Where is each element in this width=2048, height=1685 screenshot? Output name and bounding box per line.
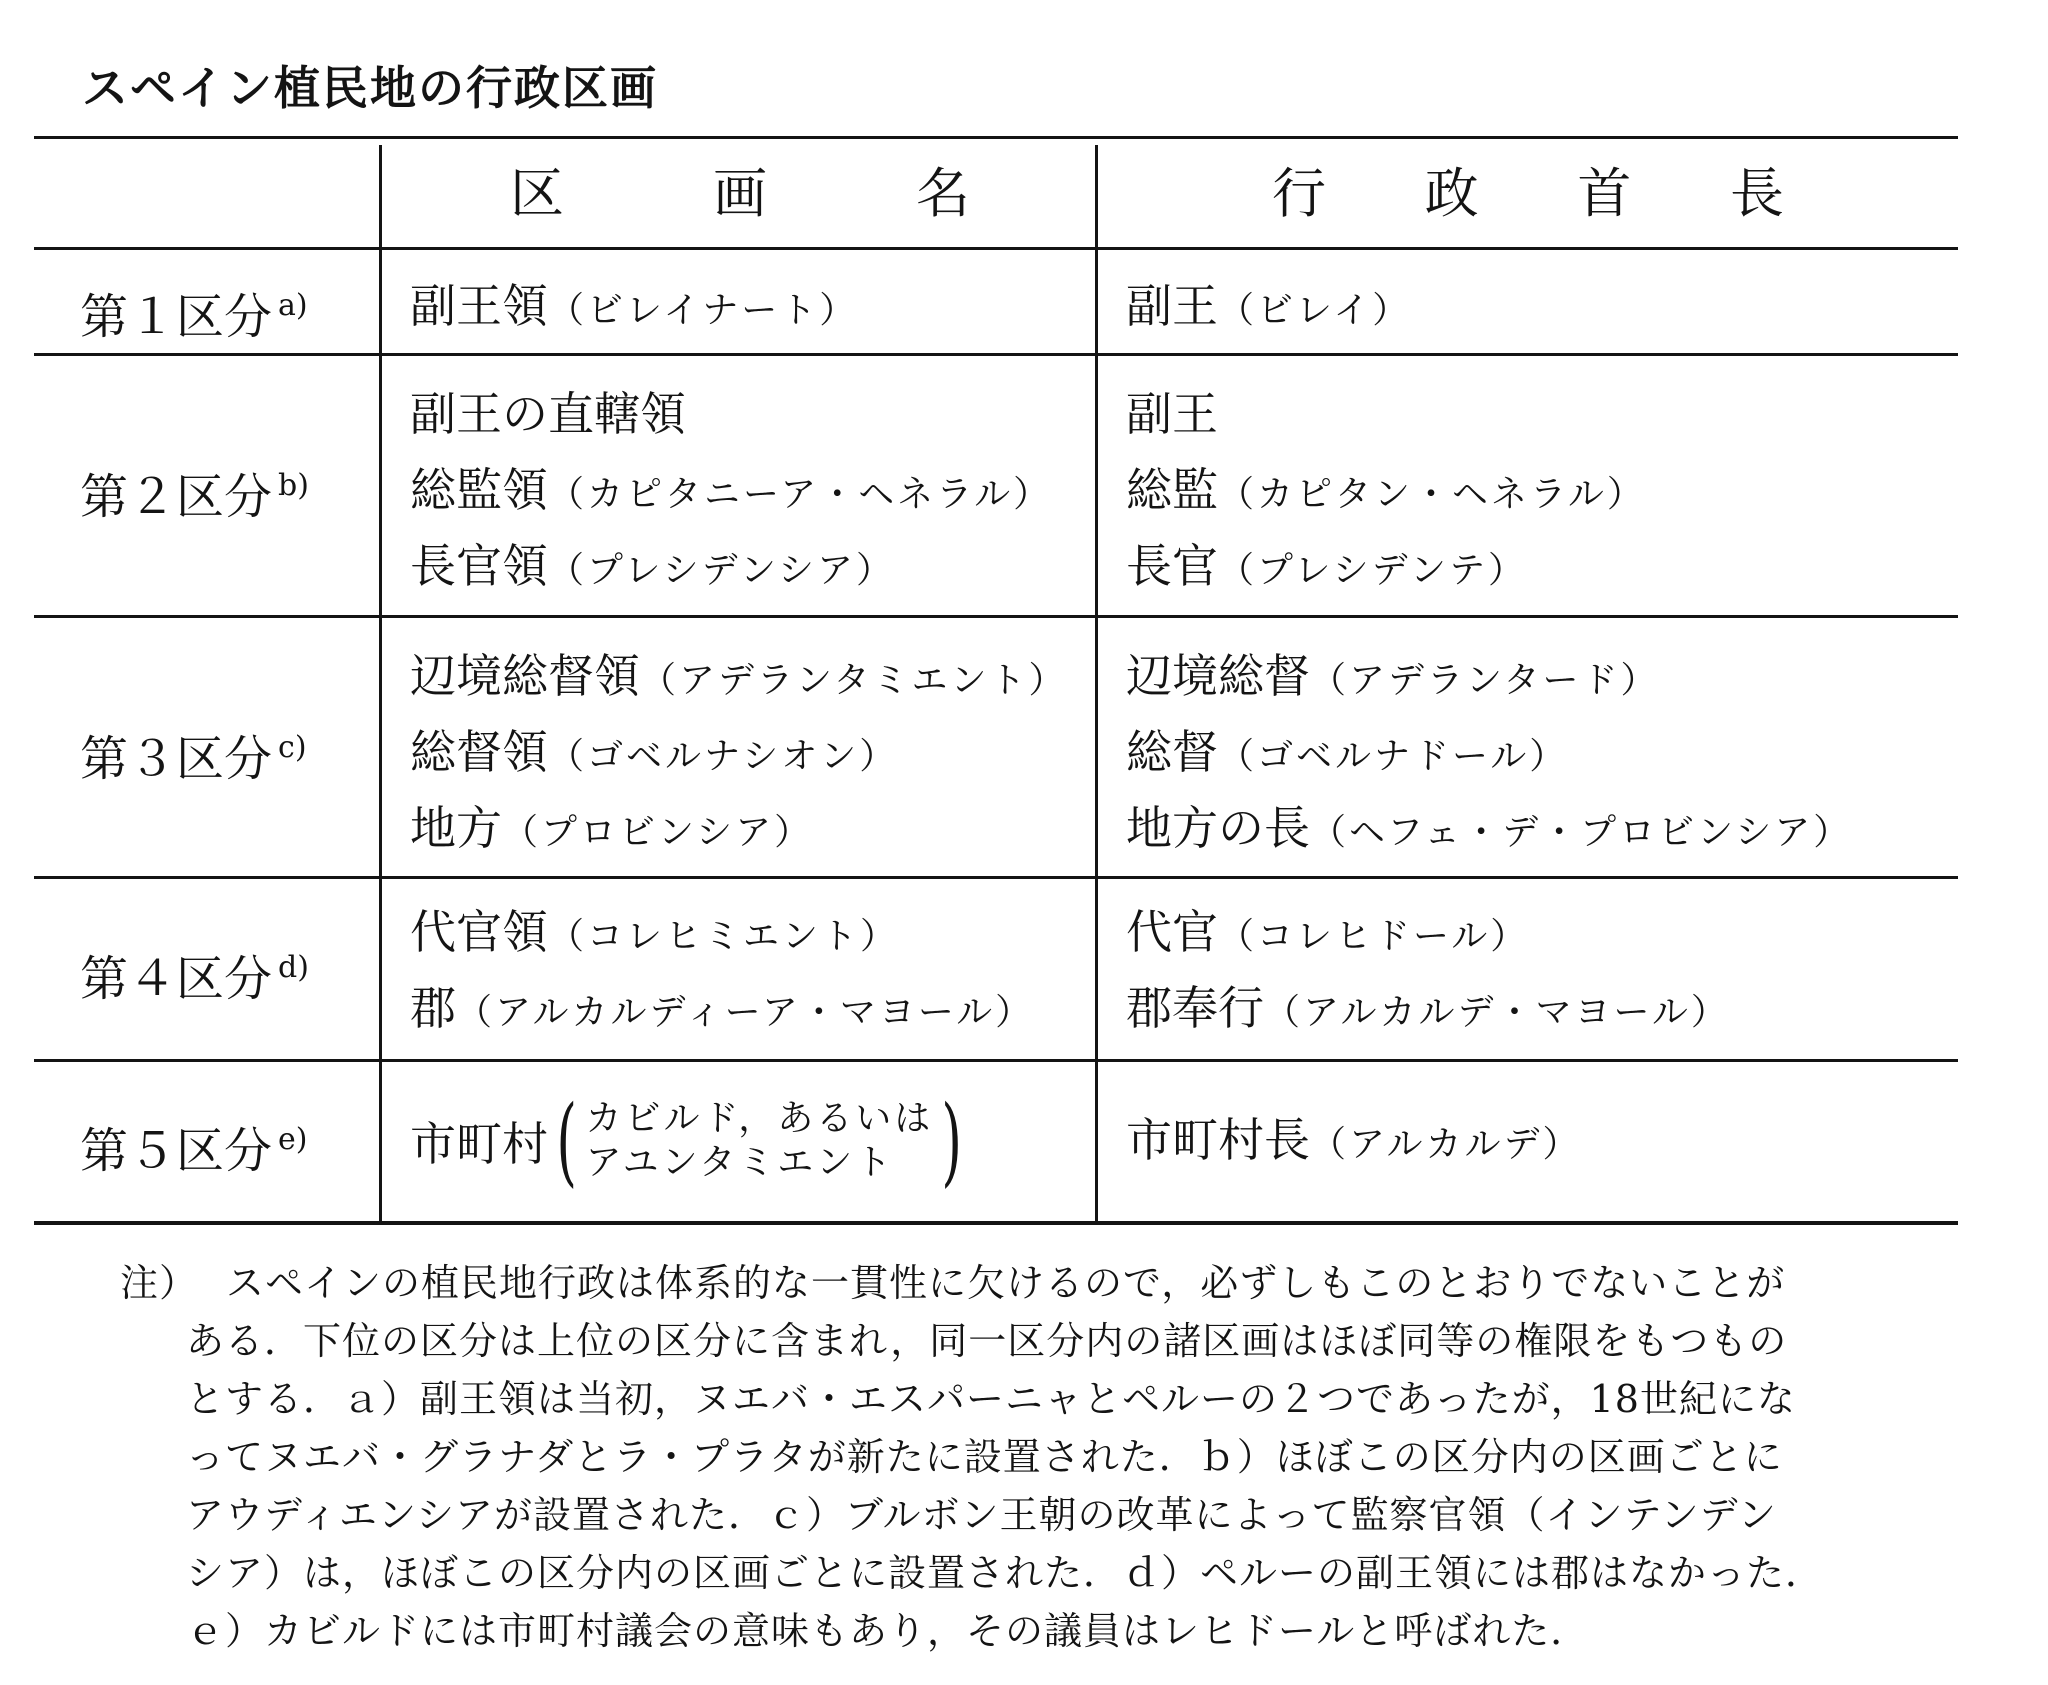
table-top-rule [34,136,1958,139]
note-line-6: シア）は，ほぼこの区分内の区画ごとに設置された．ｄ）ペルーの副王領には郡はなかった． [186,1551,1825,1595]
list-item [1126,528,1646,604]
row-label-5 [80,1102,307,1189]
district-name: 市町村 [410,1117,548,1171]
row-3-names [410,638,1068,866]
row-1-bottom-rule [34,353,1958,356]
row-label-3 [80,710,307,797]
column-divider-2 [1095,145,1098,1221]
close-paren: ) [941,1085,963,1197]
district-name: 副王の直轄領 [410,387,686,441]
district-reading-line-1: カビルド，あるいは [585,1098,934,1139]
district-reading: （プレシデンシア） [548,550,896,591]
row-2-names [410,376,1052,604]
header-bottom-rule [34,247,1958,250]
note-line-3: とする．ａ）副王領は当初，ヌエバ・エスパーニャとペルーの２つであったが，18世紀にな [186,1377,1796,1421]
row-label-text: 第５区分 [80,1123,273,1179]
district-reading: （プロビンシア） [502,812,814,853]
head-title: 市町村長 [1126,1113,1310,1167]
list-item [1126,268,1411,344]
note-line-7: ｅ）カビルドには市町村議会の意味もあり，その議員はレヒドールと呼ばれた． [186,1609,1590,1653]
head-title: 辺境総督 [1126,649,1310,703]
note-line-1: スペインの植民地行政は体系的な一貫性に欠けるので，必ずしもこのとおりでないことが [226,1261,1786,1305]
district-reading: （アデランタミエント） [640,660,1068,701]
column-divider-1 [379,145,382,1221]
list-item [410,894,1034,970]
head-title: 長官 [1126,539,1218,593]
list-item [1126,970,1730,1046]
row-3-heads [1126,638,1852,866]
list-item [1126,638,1852,714]
header-char: 区 [510,162,564,225]
footnote-mark: a) [278,288,308,323]
head-title: 総監 [1126,463,1218,517]
row-label-1 [80,268,308,355]
list-item [1126,1102,1582,1178]
list-item [410,376,1052,452]
row-5-heads [1126,1102,1582,1178]
head-reading: （アデランタード） [1310,660,1660,701]
header-char: 首 [1577,162,1632,225]
district-reading: （アルカルディーア・マヨール） [456,992,1035,1033]
list-item [410,790,1068,866]
header-administrative-head [1272,160,1784,228]
list-item [1126,894,1730,970]
header-char: 政 [1424,162,1479,225]
header-char: 行 [1272,162,1326,225]
row-label-2 [80,448,309,535]
district-reading-line-2: アユンタミエント [585,1142,895,1183]
list-item [1126,790,1852,866]
row-label-text: 第４区分 [80,951,273,1007]
row-4-names [410,894,1034,1046]
footnote-mark: e) [278,1122,308,1157]
head-reading: （カピタン・ヘネラル） [1218,474,1646,515]
list-item [410,638,1068,714]
head-title: 地方の長 [1126,801,1310,855]
footnote-mark: c) [278,730,307,765]
district-reading: （ゴベルナシオン） [548,736,899,777]
note-line-2: ある．下位の区分は上位の区分に含まれ，同一区分内の諸区画はほぼ同等の権限をもつもの [186,1319,1788,1363]
header-char: 長 [1729,162,1784,225]
open-paren: ( [556,1085,578,1197]
list-item [410,714,1068,790]
district-reading: （ビレイナート） [548,290,859,331]
head-reading: （アルカルデ・マヨール） [1264,992,1730,1033]
row-4-heads [1126,894,1730,1046]
district-name: 長官領 [410,539,548,593]
list-item [410,528,1052,604]
list-item [410,268,858,344]
table-bottom-rule [34,1221,1958,1225]
row-label-4 [80,930,309,1017]
page-title: スペイン植民地の行政区画 [82,61,658,115]
district-reading: （コレヒミエント） [548,916,900,957]
note-prefix: 注） [120,1261,199,1305]
district-name: 郡 [410,981,456,1035]
district-name: 総監領 [410,463,548,517]
row-label-text: 第１区分 [80,289,273,345]
head-reading: （ゴベルナドール） [1218,736,1569,777]
list-item [1126,376,1646,452]
district-name: 総督領 [410,725,548,779]
district-name: 地方 [410,801,502,855]
head-reading: （ヘフェ・デ・プロビンシア） [1310,812,1853,853]
district-name: 副王領 [410,279,548,333]
row-3-bottom-rule [34,876,1958,879]
head-reading: （ビレイ） [1218,290,1412,331]
note-line-4: ってヌエバ・グラナダとラ・プラタが新たに設置された．ｂ）ほぼこの区分内の区画ごとに [186,1435,1783,1479]
head-reading: （プレシデンテ） [1218,550,1527,591]
head-title: 副王 [1126,387,1218,441]
row-2-bottom-rule [34,615,1958,618]
head-reading: （アルカルデ） [1310,1124,1582,1165]
footnote-mark: b) [278,468,309,503]
list-item [410,452,1052,528]
head-title: 総督 [1126,725,1218,779]
row-4-bottom-rule [34,1059,1958,1062]
head-title: 代官 [1126,905,1218,959]
list-item [1126,714,1852,790]
head-title: 副王 [1126,279,1218,333]
header-district-name [510,160,970,228]
row-label-text: 第３区分 [80,731,273,787]
row-label-text: 第２区分 [80,469,273,525]
row-2-heads [1126,376,1646,604]
district-name: 代官領 [410,905,548,959]
district-reading-stack [585,1097,933,1185]
district-reading: （カピタニーア・ヘネラル） [548,474,1053,515]
row-5-names [410,1086,971,1196]
header-char: 画 [713,162,767,225]
list-item [410,970,1034,1046]
note-line-5: アウディエンシアが設置された．ｃ）ブルボン王朝の改革によって監察官領（インテンデン [186,1493,1777,1537]
row-1-names [410,268,858,344]
header-char: 名 [916,162,970,225]
district-name: 辺境総督領 [410,649,640,703]
head-reading: （コレヒドール） [1218,916,1530,957]
list-item [1126,452,1646,528]
head-title: 郡奉行 [1126,981,1264,1035]
footnote-mark: d) [278,950,309,985]
row-1-heads [1126,268,1411,344]
